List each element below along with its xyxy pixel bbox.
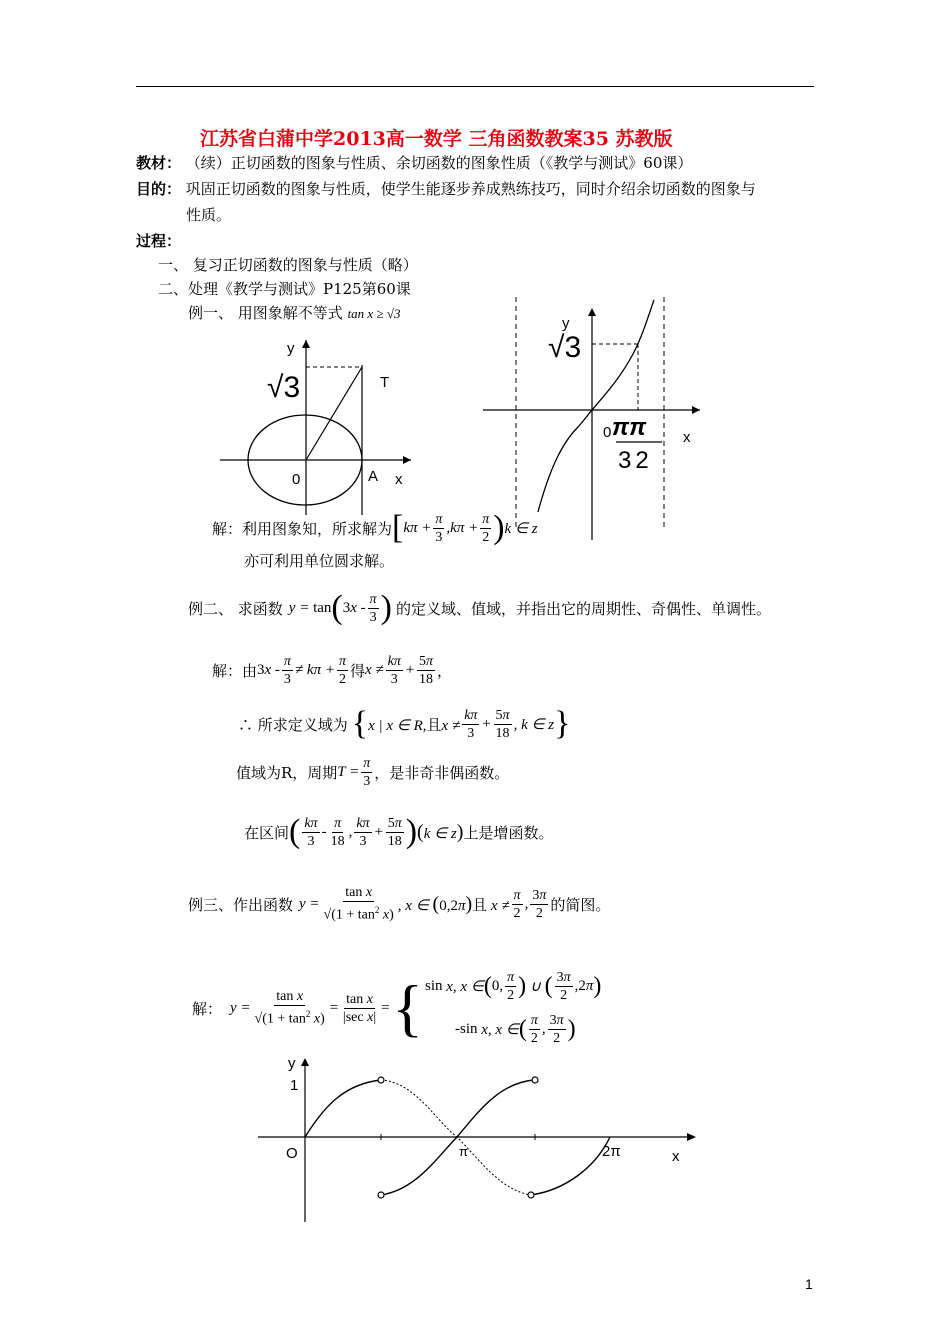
sol1-math-b: ≠ kπ + <box>294 661 335 678</box>
example-3-sol-prefix: 解： <box>192 999 223 1018</box>
fraction-kpi-3: $\frac{k\pi}{3}$ <box>464 707 478 741</box>
fig1-A-label: A <box>368 468 379 485</box>
purpose-text-2: 性质。 <box>186 206 232 224</box>
curve-sin-first <box>305 1080 381 1137</box>
example-2-function: y = tan <box>288 599 332 616</box>
example-2-prefix: 例二、 求函数 <box>188 599 283 618</box>
brace-open: { <box>351 705 369 742</box>
left-bracket: [ <box>392 509 404 546</box>
open-point <box>532 1077 538 1083</box>
y-axis-arrow-icon <box>302 340 310 348</box>
sol1-mid: 得 <box>349 661 365 680</box>
y-axis-arrow-icon <box>588 308 596 316</box>
case-2: - sin x, x ∈ ( $\frac{\pi}{2}$ , $\frac{3\pi}{2}$ ) <box>454 1013 576 1046</box>
fraction-kpi-3: $\frac{k\pi}{3}$ <box>304 815 318 849</box>
example-1-prefix: 例一、 用图象解不等式 <box>188 304 343 322</box>
sol3-prefix: 值域为R，周期 <box>236 763 338 782</box>
fraction-tan-over-sqrt: $\frac{\text{tan x}}{√(1 + \tan^2 x)}$ <box>254 989 325 1027</box>
sol4-comma: , <box>348 823 353 840</box>
example-2-solution-4 <box>244 812 553 852</box>
section-2: 二、处理《教学与测试》P125第60课 <box>158 280 411 298</box>
fig2-sqrt3-label: √3 <box>548 331 582 364</box>
header-rule <box>136 86 814 87</box>
sol4-k-in-z: (k ∈ z) <box>417 820 464 843</box>
example-2-suffix: 的定义域、值域，并指出它的周期性、奇偶性、单调性。 <box>395 599 771 618</box>
fraction-3pi-2: $\frac{3\pi}{2}$ <box>532 887 547 921</box>
sol1-math-c: x ≠ <box>365 661 384 678</box>
graph-pi-label: π <box>459 1144 468 1159</box>
fraction-tan-over-sec: $\frac{\text{tan x}}{\text{|sec x|}}$ <box>342 991 377 1025</box>
textbook-line <box>136 152 692 173</box>
sol2-set-a: x | x ∈ R,且x ≠ <box>368 717 461 734</box>
page-title: 江苏省白蒲中学2013高一数学 三角函数教案35 苏教版 <box>200 128 673 150</box>
fraction-5pi-18: $\frac{5\pi}{18}$ <box>387 815 402 849</box>
graph-two-pi-label: 2π <box>602 1143 621 1160</box>
graph-x-label: x <box>672 1148 680 1165</box>
fraction-pi-2: $\frac{\pi}{2}$ <box>338 653 346 687</box>
case-1: sin x, x ∈ ( 0, $\frac{\pi}{2}$ ) ∪ ( $\frac{3\pi}{2}$ ,2 π ) <box>424 970 602 1003</box>
x-axis-arrow-icon <box>687 1133 696 1141</box>
sol2-text: ∴ 所求定义域为 <box>238 715 348 734</box>
example-1-note: 亦可利用单位圆求解。 <box>244 552 395 570</box>
fraction-pi-3: $\frac{\pi}{3}$ <box>283 653 291 687</box>
x-axis-arrow-icon <box>692 406 700 414</box>
piecewise-cases <box>425 969 601 1047</box>
right-bracket: ) <box>493 509 505 546</box>
purpose-line <box>136 178 756 199</box>
fig1-T-label: T <box>380 374 390 391</box>
sol4-prefix: 在区间 <box>244 823 290 842</box>
graph-y-label: y <box>288 1055 296 1072</box>
paren-close: ) <box>380 589 392 626</box>
unit-circle-figure <box>215 335 415 520</box>
paren-open: ( <box>289 813 301 850</box>
sol2-set-b: , k ∈ z <box>513 716 555 733</box>
fig2-y-label: y <box>562 315 570 332</box>
fraction-pi-2: $\frac{\pi}{2}$ <box>482 511 490 545</box>
ex3-eq-2: = <box>380 999 391 1016</box>
ex3-y: y = <box>299 895 320 912</box>
sol1-math-a: 3x - <box>257 661 280 678</box>
fig1-zero-label: 0 <box>292 471 301 488</box>
example-2-solution-2 <box>238 704 570 744</box>
page-number: 1 <box>805 1276 813 1292</box>
x-axis-arrow-icon <box>403 456 411 464</box>
example-1-heading <box>188 302 400 323</box>
fraction-kpi-3: $\frac{k\pi}{3}$ <box>387 653 401 687</box>
example-3-solution <box>192 968 601 1048</box>
sol3-suffix: ，是非奇非偶函数。 <box>374 763 510 782</box>
sol1-comma: ， <box>437 661 453 680</box>
ex3-sol-y: y = <box>230 999 251 1016</box>
sol4-minus: - <box>321 823 327 840</box>
fig2-pi-top: ππ <box>612 414 647 441</box>
process-label: 过程： <box>136 232 182 250</box>
fraction-kpi-3: $\frac{k\pi}{3}$ <box>356 815 370 849</box>
tangent-graph-figure <box>478 292 704 542</box>
sol2-plus: + <box>481 715 492 732</box>
fraction-pi-3: $\frac{\pi}{3}$ <box>369 591 377 625</box>
example-1-solution <box>212 508 538 548</box>
piecewise-brace: { <box>392 972 423 1043</box>
ex3-eq-1: = <box>328 999 339 1016</box>
section-1: 一、 复习正切函数的图象与性质（略） <box>158 256 418 274</box>
fig1-x-label: x <box>395 471 403 488</box>
purpose-text-1: 巩固正切函数的图象与性质，使学生能逐步养成熟练技巧，同时介绍余切函数的图象与 <box>185 180 756 198</box>
sol1-plus: + <box>404 661 415 678</box>
textbook-label: 教材： <box>136 154 182 172</box>
fraction-pi-3: $\frac{\pi}{3}$ <box>363 755 371 789</box>
solution-kpi-2: ,kπ + <box>446 519 479 536</box>
example-3-heading <box>188 880 610 928</box>
fraction-pi-18: $\frac{\pi}{18}$ <box>330 815 345 849</box>
example-2-heading <box>188 588 771 628</box>
open-point <box>378 1192 384 1198</box>
open-point <box>378 1077 384 1083</box>
open-point <box>528 1192 534 1198</box>
sol4-suffix: 上是增函数。 <box>463 823 554 842</box>
sol1-prefix: 解：由 <box>212 661 258 680</box>
example-2-solution-1 <box>212 650 452 690</box>
piecewise-graph <box>250 1050 700 1225</box>
purpose-label: 目的： <box>136 180 182 198</box>
example-3-prefix: 例三、作出函数 <box>188 895 294 914</box>
fraction-tan-over-sqrt: $\frac{\text{tan x}}{√(1 + \tan^2 x)}$ <box>323 885 394 923</box>
example-1-inequality: tan x ≥ √3 <box>347 306 401 321</box>
graph-one-label: 1 <box>290 1077 299 1094</box>
curve-sin-last <box>531 1137 610 1195</box>
fraction-pi-3: $\frac{\pi}{3}$ <box>435 511 443 545</box>
fig1-sqrt3-label: √3 <box>267 371 301 404</box>
solution-k-in-z: k ∈ z <box>504 520 538 537</box>
example-2-arg: 3x - <box>342 599 366 616</box>
fraction-pi-2: $\frac{\pi}{2}$ <box>513 887 521 921</box>
ex3-comma: , <box>524 895 529 912</box>
example-1-solution-prefix: 解：利用图象知，所求解为 <box>212 519 393 538</box>
y-axis-arrow-icon <box>301 1058 309 1066</box>
fig2-pi-bottom: 32 <box>618 447 653 474</box>
solution-kpi-1: kπ + <box>403 519 432 536</box>
sol4-plus: + <box>373 823 384 840</box>
example-2-solution-3 <box>236 752 509 792</box>
ex3-domain: , x ∈ (0,2π)且 x ≠ <box>397 892 510 915</box>
graph-origin-label: O <box>286 1145 298 1162</box>
fig2-zero-label: 0 <box>603 424 612 441</box>
brace-close: } <box>554 705 571 742</box>
fig2-x-label: x <box>683 429 691 446</box>
paren-close: ) <box>405 813 418 850</box>
ray-line <box>306 367 362 460</box>
fraction-5pi-18: $\frac{5\pi}{18}$ <box>495 707 510 741</box>
fig1-y-label: y <box>287 340 295 357</box>
paren-open: ( <box>331 589 343 626</box>
fraction-5pi-18: $\frac{5\pi}{18}$ <box>419 653 434 687</box>
example-3-suffix: 的简图。 <box>550 895 611 914</box>
textbook-text: （续）正切函数的图象与性质、余切函数的图象性质（《教学与测试》60课） <box>185 154 693 172</box>
sol3-T: T = <box>337 763 360 780</box>
